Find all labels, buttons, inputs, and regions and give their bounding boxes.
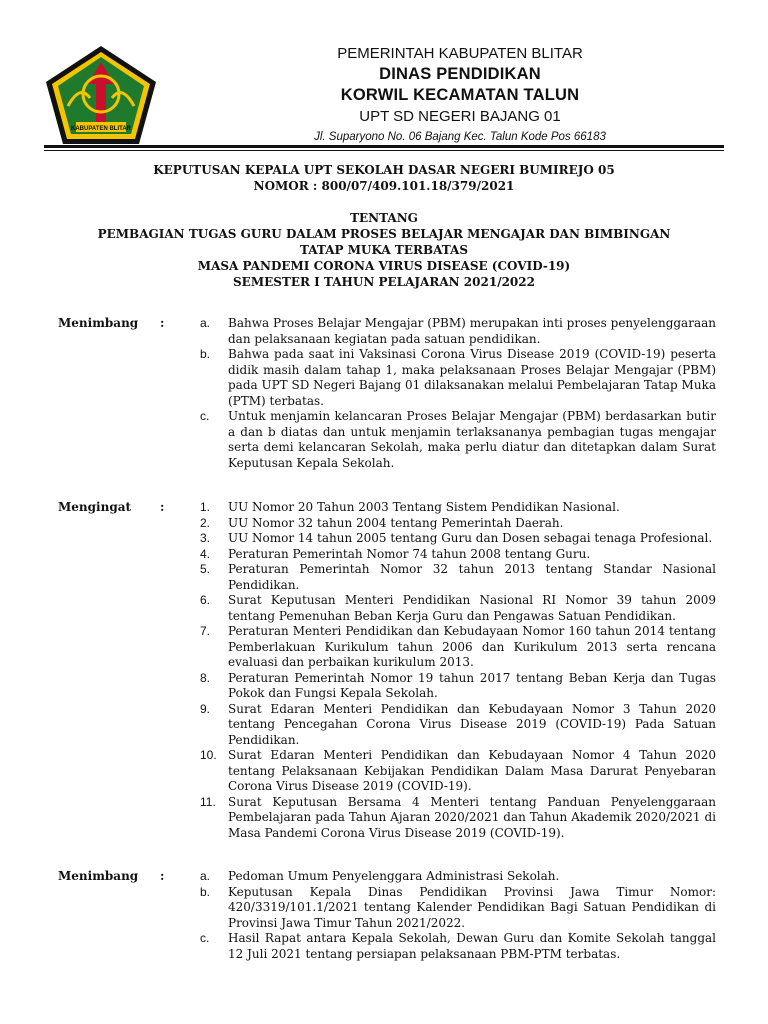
list-text: Hasil Rapat antara Kepala Sekolah, Dewan Guru dan Komite Sekolah tanggal 12 Juli 2021 tentang persiapan pelaksanaan PBM-PTM terbatas. <box>228 931 716 961</box>
list-item <box>200 500 716 516</box>
list-text: Peraturan Pemerintah Nomor 32 tahun 2013 tentang Standar Nasional Pendidikan. <box>228 562 716 592</box>
list-text: Bahwa pada saat ini Vaksinasi Corona Virus Disease 2019 (COVID-19) peserta didik masih dalam tahap 1, maka pelaksanaan Proses Belajar Mengajar (PBM) pada UPT SD Negeri Bajang 01 dilaksanakan melalui Pembelajaran Tatap Muka (PTM) terbatas. <box>228 347 716 408</box>
list-marker: a. <box>200 869 211 883</box>
list-marker: 7. <box>200 624 211 638</box>
decree-number: NOMOR : 800/07/409.101.18/379/2021 <box>253 179 515 193</box>
list-marker: 2. <box>200 515 211 530</box>
list-item <box>200 869 716 885</box>
list-text: Bahwa Proses Belajar Mengajar (PBM) merupakan inti proses penyelenggaraan dan pelaksanaan kegiatan pada satuan pendidikan. <box>228 316 716 346</box>
list-item <box>200 624 716 671</box>
list-marker: 6. <box>200 593 211 607</box>
list-text: UU Nomor 20 Tahun 2003 Tentang Sistem Pendidikan Nasional. <box>228 500 620 514</box>
decree-title: KEPUTUSAN KEPALA UPT SEKOLAH DASAR NEGERI BUMIREJO 05 <box>153 163 615 177</box>
list-marker: a. <box>200 316 211 330</box>
list-item <box>200 795 716 842</box>
section-label: Mengingat <box>58 500 132 514</box>
letterhead-address: Jl. Suparyono No. 06 Bajang Kec. Talun Kode Pos 66183 <box>314 131 606 143</box>
section-list <box>200 869 716 962</box>
section-colon: : <box>160 500 165 514</box>
letterhead-rule-thick <box>44 145 724 148</box>
list-text: UU Nomor 32 tahun 2004 tentang Pemerintah Daerah. <box>228 515 564 530</box>
list-text: Surat Edaran Menteri Pendidikan dan Kebudayaan Nomor 4 Tahun 2020 tentang Pelaksanaan Kebijakan Pendidikan Dalam Masa Darurat Penyebaran Corona Virus Disease 2019 (COVID-19). <box>228 748 716 793</box>
list-text: Pedoman Umum Penyelenggara Administrasi Sekolah. <box>228 869 560 883</box>
letterhead-line-4: UPT SD NEGERI BAJANG 01 <box>359 108 561 125</box>
list-item <box>200 562 716 593</box>
list-marker: 5. <box>200 562 211 576</box>
letterhead-rule-thin <box>44 150 724 151</box>
list-marker: 3. <box>200 531 211 545</box>
list-text: UU Nomor 14 tahun 2005 tentang Guru dan Dosen sebagai tenaga Profesional. <box>228 531 713 545</box>
section-list <box>200 316 716 471</box>
section-label: Menimbang <box>58 316 139 330</box>
about-line: SEMESTER I TAHUN PELAJARAN 2021/2022 <box>233 275 535 289</box>
list-marker: b. <box>200 347 211 361</box>
section-list <box>200 500 716 841</box>
list-text: Surat Keputusan Menteri Pendidikan Nasional RI Nomor 39 tahun 2009 tentang Pemenuhan Beban Kerja Guru dan Pengawas Satuan Pendidikan. <box>228 593 716 623</box>
list-text: Untuk menjamin kelancaran Proses Belajar Mengajar (PBM) berdasarkan butir a dan b diatas dan untuk menjamin terlaksananya pembagian tugas mengajar serta demi kelancaran Sekolah, maka perlu diatur dan ditetapkan dalam Surat Keputusan Kepala Sekolah. <box>228 409 716 470</box>
list-text: Surat Edaran Menteri Pendidikan dan Kebudayaan Nomor 3 Tahun 2020 tentang Pencegahan Corona Virus Disease 2019 (COVID-19) Pada Satuan Pendidikan. <box>228 701 716 747</box>
list-item <box>200 593 716 624</box>
list-marker: 8. <box>200 670 211 685</box>
kabupaten-blitar-emblem-icon <box>44 44 158 146</box>
list-marker: 4. <box>200 546 211 561</box>
list-item <box>200 931 716 962</box>
list-text: Peraturan Menteri Pendidikan dan Kebudayaan Nomor 160 tahun 2014 tentang Pemberlakuan Kurikulum tahun 2006 dan Kurikulum 2013 serta rencana evaluasi dan perbaikan kurikulum 2013. <box>228 624 716 669</box>
list-marker: 10. <box>200 748 217 762</box>
section-colon: : <box>160 869 165 883</box>
list-item <box>200 748 716 795</box>
section-label: Menimbang <box>58 869 139 883</box>
list-item <box>200 409 716 471</box>
about-line: MASA PANDEMI CORONA VIRUS DISEASE (COVID-19) <box>197 259 571 273</box>
about-heading <box>44 210 724 290</box>
list-item <box>200 547 716 563</box>
list-text: Peraturan Pemerintah Nomor 19 tahun 2017 tentang Beban Kerja dan Tugas Pokok dan Fungsi Kepala Sekolah. <box>228 670 716 700</box>
about-label: TENTANG <box>350 211 418 225</box>
list-item <box>200 885 716 932</box>
list-marker: 9. <box>200 701 211 716</box>
decree-heading <box>44 162 724 194</box>
list-text: Peraturan Pemerintah Nomor 74 tahun 2008 tentang Guru. <box>228 546 591 561</box>
list-marker: 1. <box>200 500 211 514</box>
logo-banner: KABUPATEN BLITAR <box>71 126 131 132</box>
about-line: TATAP MUKA TERBATAS <box>300 243 468 257</box>
list-item <box>200 671 716 702</box>
list-item <box>200 702 716 749</box>
section-colon: : <box>160 316 165 330</box>
list-item <box>200 516 716 532</box>
list-text: Surat Keputusan Bersama 4 Menteri tentang Panduan Penyelenggaraan Pembelajaran pada Tahun Ajaran 2020/2021 dan Tahun Akademik 2020/2021 di Masa Pandemi Corona Virus Disease 2019 (COVID-19). <box>228 794 716 840</box>
letterhead-line-2: DINAS PENDIDIKAN <box>379 65 541 83</box>
list-item <box>200 347 716 409</box>
letterhead-line-1: PEMERINTAH KABUPATEN BLITAR <box>337 45 583 62</box>
list-marker: c. <box>200 931 210 945</box>
list-marker: c. <box>200 409 210 423</box>
list-marker: b. <box>200 884 211 899</box>
list-item <box>200 316 716 347</box>
letterhead <box>230 44 690 147</box>
list-marker: 11. <box>200 794 216 809</box>
list-text: Keputusan Kepala Dinas Pendidikan Provinsi Jawa Timur Nomor: 420/3319/101.1/2021 tentang Kalender Pendidikan Bagi Satuan Pendidikan di Provinsi Jawa Timur Tahun 2021/2022. <box>228 884 716 930</box>
about-line: PEMBAGIAN TUGAS GURU DALAM PROSES BELAJAR MENGAJAR DAN BIMBINGAN <box>97 227 671 241</box>
letterhead-line-3: KORWIL KECAMATAN TALUN <box>340 86 580 104</box>
list-item <box>200 531 716 547</box>
